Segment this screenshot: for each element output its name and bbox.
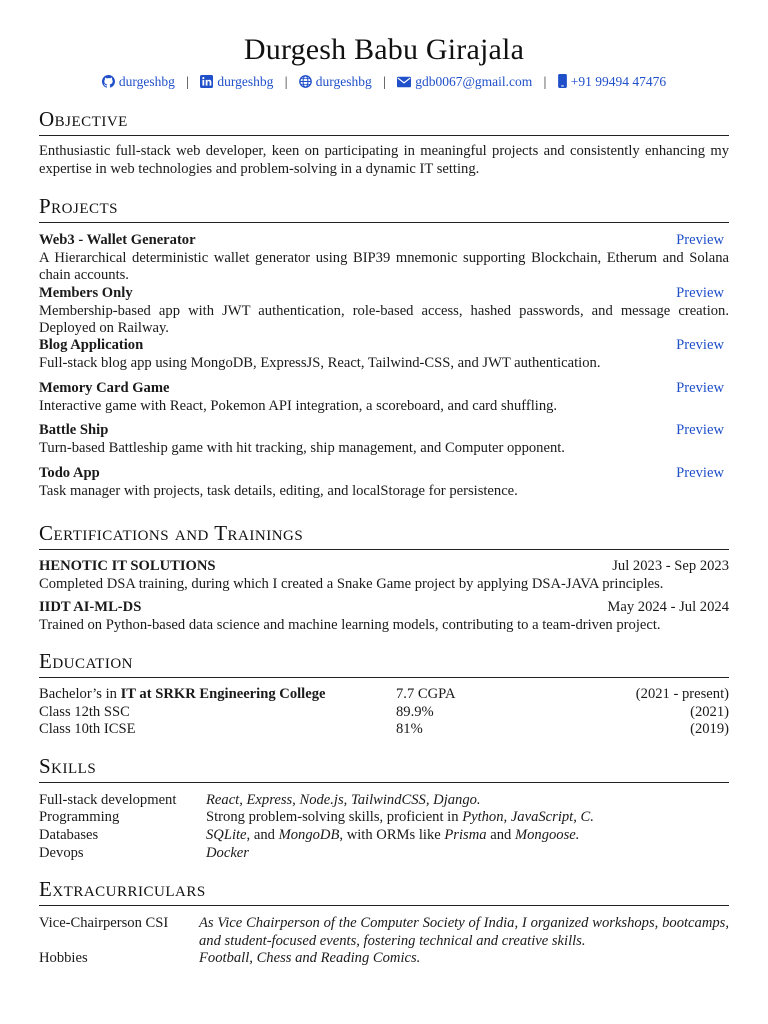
separator: |: [543, 74, 547, 89]
education-years: (2021 - present): [635, 686, 729, 702]
section-title-objective: Objective: [39, 107, 729, 136]
preview-link[interactable]: Preview: [676, 232, 724, 248]
extracurricular-label: Hobbies: [39, 950, 88, 966]
skill-value: Docker: [206, 845, 249, 861]
project-description: A Hierarchical deterministic wallet generator using BIP39 mnemonic supporting Blockchain, Etherum and Solana chain accounts.: [39, 249, 729, 283]
project-item: [39, 337, 729, 372]
phone-number: +91 99494 47476: [570, 74, 667, 89]
education-years: (2021): [690, 704, 729, 720]
certification-item: [39, 558, 729, 593]
preview-link[interactable]: Preview: [676, 337, 724, 353]
contact-linkedin[interactable]: [197, 74, 277, 89]
skill-row: [39, 792, 729, 810]
skill-label: Databases: [39, 827, 99, 843]
skill-value: React, Express, Node.js, TailwindCSS, Django.: [206, 792, 481, 808]
extracurricular-row: [39, 915, 729, 949]
preview-link[interactable]: Preview: [676, 465, 724, 481]
project-name: Web3 - Wallet Generator: [39, 232, 196, 248]
education-level: Class 12th SSC: [39, 704, 130, 720]
skill-row: [39, 827, 729, 845]
section-title-certifications: Certifications and Trainings: [39, 521, 729, 550]
extracurricular-label: Vice-Chairperson CSI: [39, 915, 169, 931]
education-row: [39, 721, 729, 739]
github-handle: durgeshbg: [118, 74, 175, 89]
skill-value: Strong problem-solving skills, proficient in Python, JavaScript, C.: [206, 809, 594, 825]
skill-label: Programming: [39, 809, 120, 825]
skill-value: SQLite, and MongoDB, with ORMs like Prisma and Mongoose.: [206, 827, 580, 843]
project-name: Members Only: [39, 285, 133, 301]
mail-icon: [397, 76, 411, 88]
extracurricular-text: Football, Chess and Reading Comics.: [199, 950, 421, 966]
preview-link[interactable]: Preview: [676, 285, 724, 301]
globe-icon: [299, 75, 312, 88]
email-address: gdb0067@gmail.com: [415, 74, 533, 89]
skill-row: [39, 809, 729, 827]
skill-label: Full-stack development: [39, 792, 177, 808]
education-row: [39, 704, 729, 722]
certification-description: Trained on Python-based data science and machine learning models, contributing to a team-driven project.: [39, 616, 661, 633]
project-item: [39, 380, 729, 415]
section-title-extracurriculars: Extracurriculars: [39, 877, 729, 906]
certification-item: [39, 599, 729, 634]
certification-dates: Jul 2023 - Sep 2023: [612, 558, 729, 574]
project-description: Task manager with projects, task details, editing, and localStorage for persistence.: [39, 482, 518, 499]
project-name: Memory Card Game: [39, 380, 170, 396]
separator: |: [284, 74, 288, 89]
extracurricular-text: As Vice Chairperson of the Computer Society of India, I organized workshops, bootcamps, and student-focused events, fostering technical and creative skills.: [199, 915, 729, 949]
objective-text: Enthusiastic full-stack web developer, keen on participating in meaningful projects and consistently enhancing my expertise in web technologies and problem-solving in a dynamic IT setting.: [39, 143, 729, 177]
preview-link[interactable]: Preview: [676, 380, 724, 396]
certification-org: HENOTIC IT SOLUTIONS: [39, 558, 216, 574]
contact-bar: [39, 74, 729, 90]
education-level: Class 10th ICSE: [39, 721, 136, 737]
website-handle: durgeshbg: [315, 74, 372, 89]
degree-prefix: Bachelor’s in: [39, 686, 121, 702]
section-title-skills: Skills: [39, 754, 729, 783]
project-description: Interactive game with React, Pokemon API integration, a scoreboard, and card shuffling.: [39, 397, 558, 414]
project-item: [39, 285, 729, 338]
contact-github[interactable]: [102, 74, 178, 89]
project-description: Full-stack blog app using MongoDB, ExpressJS, React, Tailwind-CSS, and JWT authentication.: [39, 354, 601, 371]
phone-icon: [558, 74, 567, 88]
certification-dates: May 2024 - Jul 2024: [607, 599, 729, 615]
separator: |: [383, 74, 386, 89]
project-item: [39, 465, 729, 500]
preview-link[interactable]: Preview: [676, 422, 724, 438]
education-row: [39, 686, 729, 704]
project-description: Membership-based app with JWT authentication, role-based access, hashed passwords, and message creation. Deployed on Railway.: [39, 302, 729, 336]
certification-org: IIDT AI-ML-DS: [39, 599, 142, 615]
section-title-education: Education: [39, 649, 729, 678]
certification-description: Completed DSA training, during which I created a Snake Game project by applying DSA-JAVA principles.: [39, 575, 664, 592]
project-description: Turn-based Battleship game with hit tracking, ship management, and Computer opponent.: [39, 439, 565, 456]
linkedin-handle: durgeshbg: [217, 74, 274, 89]
project-item: [39, 232, 729, 285]
project-item: [39, 422, 729, 457]
skill-row: [39, 845, 729, 863]
candidate-name: Durgesh Babu Girajala: [243, 33, 525, 66]
project-name: Todo App: [39, 465, 100, 481]
education-years: (2019): [690, 721, 729, 737]
extracurricular-row: [39, 950, 729, 968]
education-score: 7.7 CGPA: [396, 686, 456, 702]
github-icon: [102, 75, 115, 88]
education-score: 89.9%: [396, 704, 434, 720]
contact-website[interactable]: [295, 74, 375, 89]
section-title-projects: Projects: [39, 194, 729, 223]
contact-email[interactable]: [394, 74, 536, 89]
project-name: Battle Ship: [39, 422, 109, 438]
skill-label: Devops: [39, 845, 84, 861]
project-name: Blog Application: [39, 337, 144, 353]
linkedin-icon: [200, 75, 213, 88]
education-score: 81%: [396, 721, 423, 737]
separator: |: [186, 74, 189, 89]
degree-institution: IT at SRKR Engineering College: [120, 686, 326, 702]
contact-phone[interactable]: [554, 74, 666, 89]
